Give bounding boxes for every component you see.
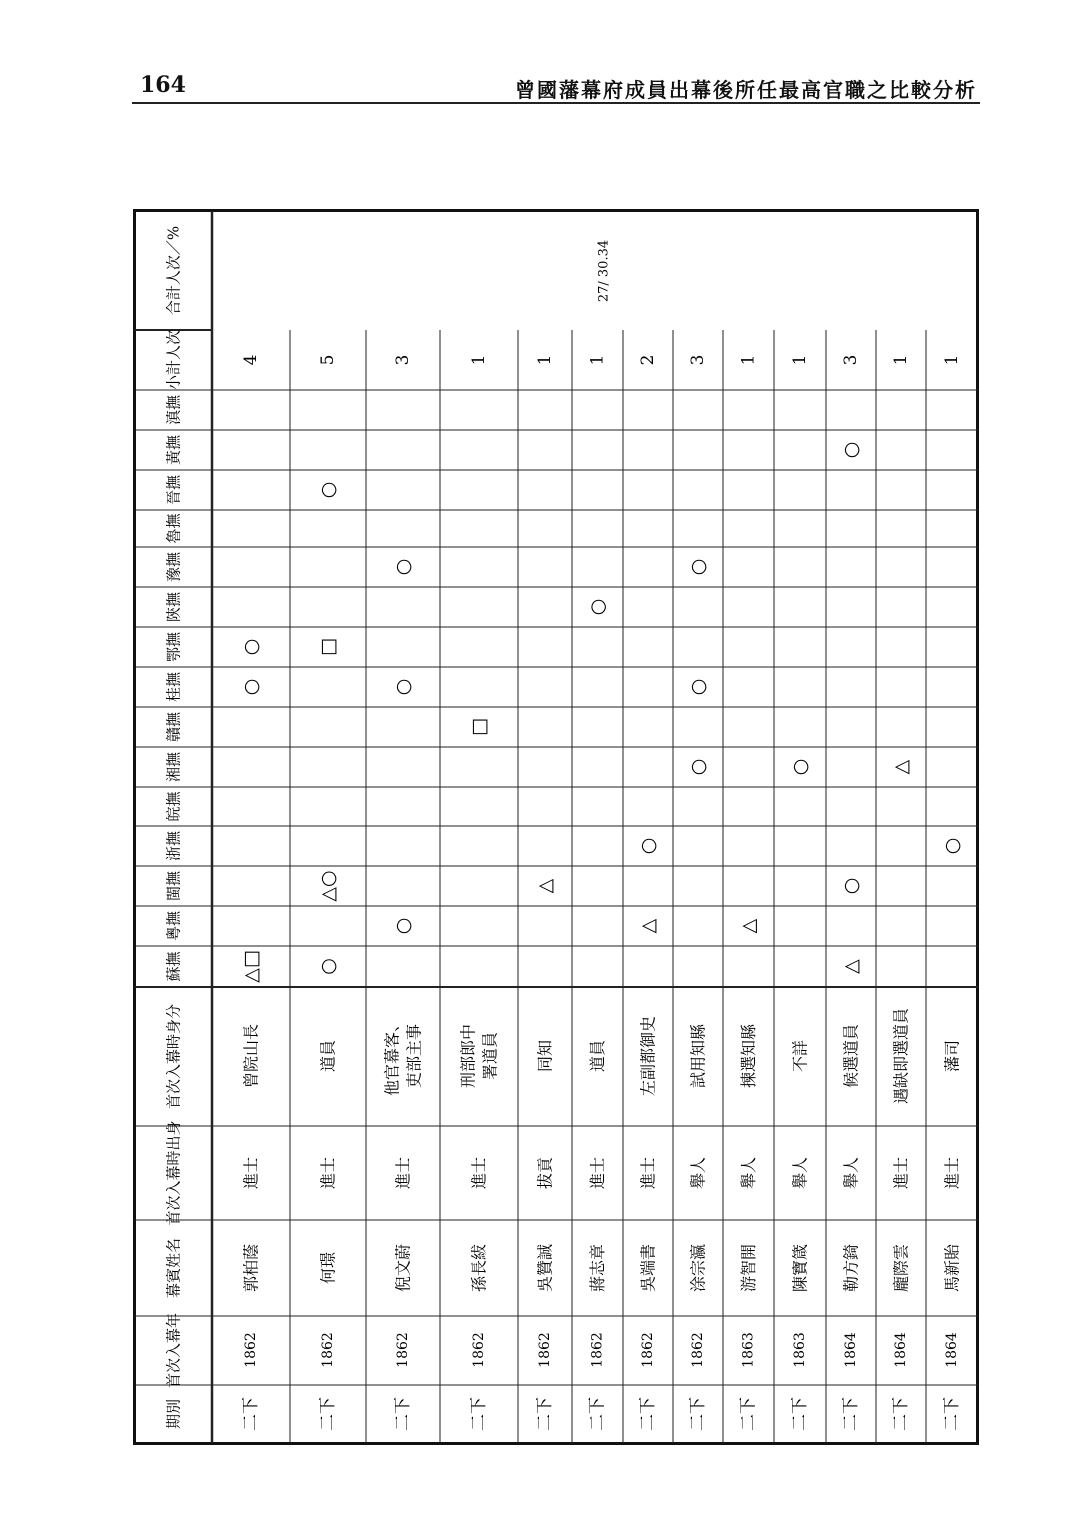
header-gov-11: 魯撫 <box>164 513 183 544</box>
cell-mark: □ <box>468 718 490 736</box>
cell-year: 1863 <box>792 1332 808 1368</box>
cell-name: 龐際雲 <box>891 1243 911 1293</box>
header-gov-0: 蘇撫 <box>164 951 183 982</box>
cell-mark: ○ <box>392 917 414 935</box>
cell-name: 陳寶箴 <box>790 1243 810 1293</box>
header-gov-8: 鄂撫 <box>164 631 183 663</box>
cell-mark: ○ <box>687 678 709 696</box>
cell-mark: △ <box>890 759 912 775</box>
cell-origin: 進士 <box>942 1156 962 1190</box>
cell-year: 1864 <box>893 1332 909 1368</box>
header-period: 期別 <box>164 1398 183 1430</box>
cell-period: 二下 <box>587 1397 608 1431</box>
header-name: 幕賓姓名 <box>164 1237 183 1299</box>
cell-origin: 進士 <box>241 1156 261 1190</box>
cell-year: 1862 <box>589 1332 606 1368</box>
cell-mark: ○ <box>840 877 862 895</box>
cell-name: 孫長紱 <box>469 1243 489 1293</box>
cell-period: 二下 <box>393 1397 413 1431</box>
cell-status: 遇缺即選道員 <box>891 1007 911 1105</box>
header-gov-2: 閩撫 <box>164 870 183 902</box>
cell-status: 藩司 <box>942 1039 962 1073</box>
cell-origin: 拔貢 <box>535 1156 555 1190</box>
cell-mark: □ <box>317 638 339 656</box>
cell-origin: 進士 <box>469 1156 489 1190</box>
cell-subtotal: 1 <box>891 354 911 366</box>
cell-year: 1862 <box>395 1332 411 1368</box>
cell-year: 1863 <box>740 1332 757 1368</box>
header-subtotal: 小計人次 <box>164 329 183 391</box>
cell-mark: ○ <box>687 558 709 576</box>
cell-status-line: 吏部主事 <box>404 1023 424 1089</box>
page-number: 164 <box>140 72 186 98</box>
cell-period: 二下 <box>638 1397 658 1431</box>
header-gov-7: 桂撫 <box>164 671 183 703</box>
cell-year: 1862 <box>690 1332 706 1368</box>
cell-origin: 進士 <box>393 1156 413 1190</box>
cell-status: 同知 <box>535 1039 555 1073</box>
cell-mark: ○ <box>637 837 659 855</box>
cell-period: 二下 <box>241 1397 261 1431</box>
cell-period: 二下 <box>841 1397 861 1431</box>
cell-mark: ○ <box>240 638 262 656</box>
header-gov-10: 豫撫 <box>164 551 183 583</box>
cell-name: 涂宗瀛 <box>688 1243 708 1293</box>
header-gov-6: 贛撫 <box>164 711 183 743</box>
cell-mark: ○ <box>392 558 414 576</box>
cell-period: 二下 <box>535 1397 555 1431</box>
cell-name: 游智開 <box>739 1243 758 1293</box>
cell-origin: 舉人 <box>790 1156 810 1190</box>
header-gov-3: 浙撫 <box>164 830 183 862</box>
cell-mark: ○ <box>840 441 862 459</box>
cell-period: 二下 <box>942 1397 962 1431</box>
cell-year: 1862 <box>243 1332 259 1368</box>
cell-status: 不詳 <box>790 1039 810 1073</box>
cell-status: 試用知縣 <box>688 1023 708 1089</box>
cell-name: 吳贊誠 <box>535 1243 555 1293</box>
cell-status-line: 署道員 <box>480 1031 500 1081</box>
cell-year: 1862 <box>471 1332 487 1368</box>
cell-year: 1862 <box>320 1332 336 1368</box>
cell-mark: ○ <box>240 678 262 696</box>
cell-name: 蔣志章 <box>588 1243 607 1293</box>
cell-period: 二下 <box>469 1397 489 1431</box>
cell-mark: △○ <box>317 870 339 902</box>
cell-subtotal: 1 <box>587 354 608 366</box>
cell-period: 二下 <box>688 1397 708 1431</box>
cell-name: 倪文蔚 <box>393 1243 413 1293</box>
cell-status: 道員 <box>318 1039 338 1073</box>
cell-mark: ○ <box>317 958 339 975</box>
cell-name: 馬新貽 <box>942 1243 962 1293</box>
cell-mark: △ <box>534 878 556 894</box>
header-origin: 首次入幕時出身 <box>164 1120 183 1226</box>
header-gov-14: 滇撫 <box>164 394 183 426</box>
cell-status-line: 他官幕客、 <box>382 1015 402 1097</box>
cell-name: 郭柏蔭 <box>241 1243 261 1293</box>
cell-mark: ○ <box>789 758 811 776</box>
cell-subtotal: 1 <box>790 354 810 366</box>
cell-period: 二下 <box>891 1397 911 1431</box>
cell-mark: △ <box>737 918 760 934</box>
cell-mark: ○ <box>392 678 414 696</box>
cell-status: 揀選知縣 <box>739 1023 758 1089</box>
cell-year: 1864 <box>843 1332 859 1368</box>
cell-subtotal: 3 <box>393 354 413 366</box>
running-title: 曾國藩幕府成員出幕後所任最高官職之比較分析 <box>515 78 977 102</box>
header-gov-4: 皖撫 <box>164 791 183 822</box>
cell-origin: 舉人 <box>739 1156 758 1190</box>
cell-subtotal: 4 <box>241 354 261 366</box>
cell-year: 1864 <box>944 1332 960 1368</box>
cell-subtotal: 3 <box>841 354 861 366</box>
cell-origin: 進士 <box>318 1156 338 1190</box>
header-gov-12: 晉撫 <box>164 474 183 506</box>
cell-origin: 舉人 <box>841 1156 861 1190</box>
cell-period: 二下 <box>738 1397 759 1431</box>
cell-year: 1862 <box>640 1332 656 1368</box>
cell-subtotal: 1 <box>535 354 555 366</box>
cell-name: 吳端書 <box>638 1243 658 1293</box>
cell-status: 候選道員 <box>841 1023 861 1089</box>
cell-origin: 舉人 <box>688 1156 708 1190</box>
cell-mark: ○ <box>586 598 609 616</box>
header-status: 首次入幕時身分 <box>164 1003 183 1110</box>
header-gov-13: 黃撫 <box>164 434 183 466</box>
cell-subtotal: 1 <box>738 354 759 366</box>
cell-origin: 進士 <box>588 1156 607 1190</box>
header-gov-5: 湘撫 <box>164 751 183 783</box>
cell-subtotal: 2 <box>638 354 658 366</box>
cell-status-line: 刑部郎中 <box>458 1023 478 1089</box>
cell-mark: △□ <box>240 950 262 983</box>
cell-status: 道員 <box>588 1039 607 1073</box>
cell-status: 曾院山長 <box>241 1023 261 1089</box>
cell-mark: △ <box>637 918 659 934</box>
cell-mark: △ <box>840 959 862 974</box>
total-value: 27/ 30.34 <box>596 239 612 303</box>
cell-subtotal: 1 <box>469 354 489 366</box>
cell-mark: ○ <box>941 837 963 855</box>
cell-name: 勒方錡 <box>841 1243 861 1293</box>
cell-subtotal: 5 <box>318 354 338 366</box>
header-total: 合計人次／% <box>164 225 183 316</box>
cell-period: 二下 <box>318 1397 338 1431</box>
cell-subtotal: 3 <box>688 354 708 366</box>
cell-name: 何璟 <box>318 1251 338 1285</box>
header-gov-9: 陝撫 <box>164 591 183 623</box>
cell-period: 二下 <box>790 1397 810 1431</box>
cell-subtotal: 1 <box>942 354 962 366</box>
cell-origin: 進士 <box>891 1156 911 1190</box>
cell-origin: 進士 <box>638 1156 658 1190</box>
cell-mark: ○ <box>317 481 339 499</box>
header-gov-1: 粵撫 <box>164 910 183 942</box>
cell-mark: ○ <box>687 758 709 776</box>
cell-status: 左副都御史 <box>638 1015 658 1097</box>
cell-year: 1862 <box>537 1332 553 1368</box>
header-year: 首次入幕年 <box>164 1312 183 1389</box>
